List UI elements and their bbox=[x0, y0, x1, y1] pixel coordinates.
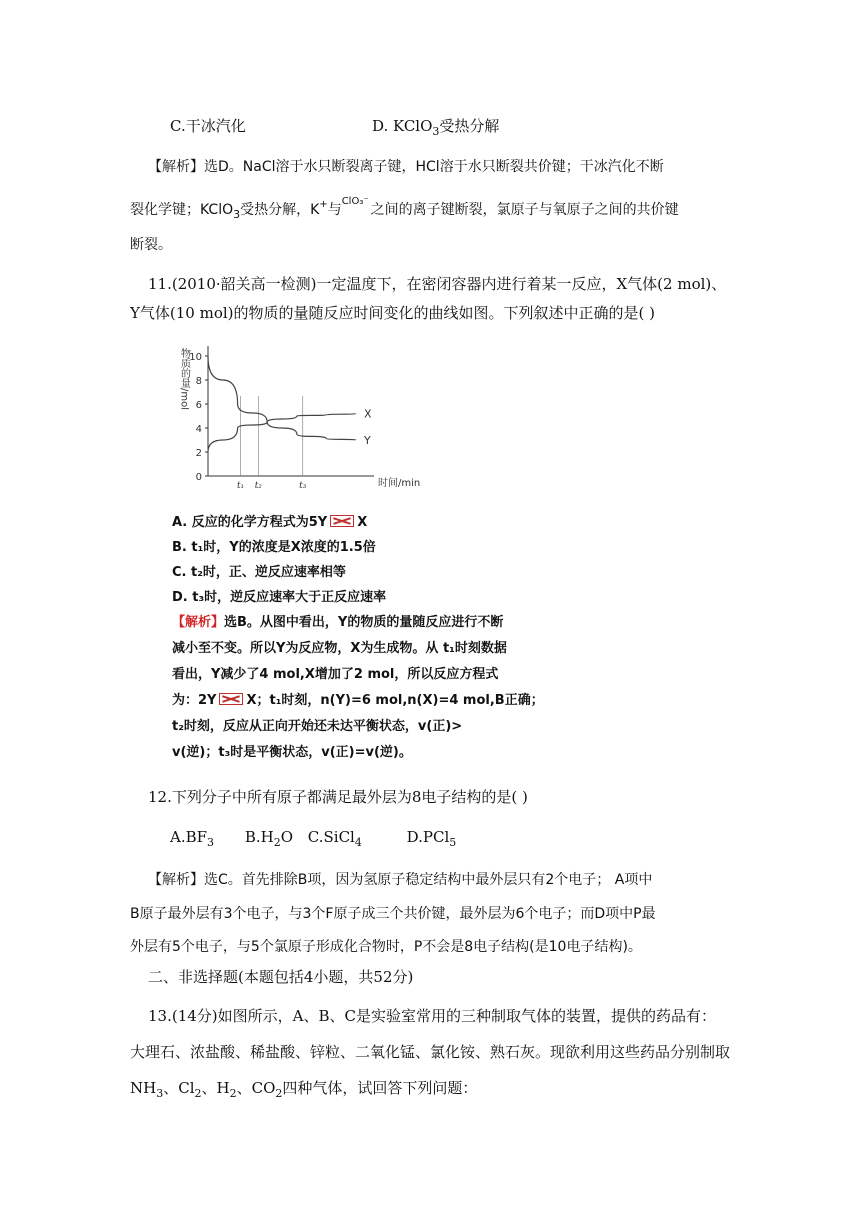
q12-analysis-line3: 外层有5个电子，与5个氯原子形成化合物时，P不会是8电子结构(是10电子结构)。 bbox=[130, 939, 642, 955]
q12-analysis-tag: 【解析】 bbox=[148, 872, 204, 888]
y-tick-label-2: 2 bbox=[195, 448, 202, 459]
y-tick-label-0: 0 bbox=[195, 472, 202, 483]
q11-analysis-line1 bbox=[172, 614, 503, 632]
q10-analysis-text2c: 与 bbox=[327, 202, 342, 218]
analysis-tag: 【解析】 bbox=[148, 159, 204, 175]
x-tick-label-0: t₁ bbox=[236, 481, 245, 491]
q11-analysis-text4a: 为：2Y bbox=[172, 693, 217, 708]
q12-analysis-line1 bbox=[148, 870, 652, 890]
q12-option-c-sub: 4 bbox=[354, 836, 362, 849]
q13-text-nh: NH bbox=[130, 1079, 157, 1097]
chart-marks bbox=[208, 356, 356, 452]
q11-chart bbox=[166, 336, 421, 496]
q11-stem-line1: 11.(2010·韶关高一检测)一定温度下，在密闭容器内进行着某一反应，X气体(2 mol)、 bbox=[148, 275, 727, 293]
q11-analysis-line3: 看出，Y减少了4 mol,X增加了2 mol，所以反应方程式 bbox=[172, 667, 499, 682]
chart-axes bbox=[205, 346, 374, 476]
section-heading: 二、非选择题(本题包括4小题，共52分) bbox=[148, 968, 414, 986]
q11-option-a-product: X bbox=[357, 515, 368, 530]
chart-labels bbox=[179, 347, 421, 491]
q10-analysis-text2a: 裂化学键；KClO bbox=[130, 202, 234, 218]
y-tick-label-6: 6 bbox=[195, 400, 202, 411]
y-tick-label-10: 10 bbox=[189, 352, 202, 363]
q10-option-d bbox=[372, 116, 499, 136]
q13-text-co: 、CO bbox=[236, 1079, 276, 1097]
q10-analysis-sup: + bbox=[319, 199, 328, 210]
q12-options bbox=[170, 827, 456, 847]
q10-analysis-line3: 断裂。 bbox=[130, 237, 172, 253]
q12-analysis-line2: B原子最外层有3个电子，与3个F原子成三个共价键，最外层为6个电子；而D项中P最 bbox=[130, 906, 656, 922]
q10-analysis-line2 bbox=[130, 196, 679, 222]
q10-analysis-text2d: 之间的离子键断裂，氯原子与氧原子之间的共价键 bbox=[370, 202, 679, 218]
q13-sub1: 3 bbox=[156, 1087, 164, 1100]
series-line-X bbox=[208, 414, 356, 452]
q10-analysis-text2b: 受热分解，K bbox=[240, 202, 320, 218]
q11-stem-line2: Y气体(10 mol)的物质的量随反应时间变化的曲线如图。下列叙述中正确的是( ) bbox=[130, 304, 655, 322]
q12-option-b-tail: O bbox=[280, 828, 293, 846]
q11-option-a bbox=[172, 514, 367, 532]
q13-text-h: 、H bbox=[201, 1079, 230, 1097]
reversible-arrow-icon bbox=[330, 515, 354, 527]
q12-option-d: D.PCl bbox=[406, 828, 450, 846]
q13-line1: 13.(14分)如图所示，A、B、C是实验室常用的三种制取气体的装置，提供的药品有： bbox=[148, 1007, 716, 1025]
reversible-arrow-icon-2 bbox=[219, 693, 243, 705]
q12-option-d-sub: 5 bbox=[449, 836, 457, 849]
q11-scanned-figure bbox=[166, 336, 548, 768]
q13-text-tail: 四种气体，试回答下列问题： bbox=[282, 1079, 478, 1097]
y-axis-label: 物质的量/mol bbox=[178, 348, 190, 411]
series-label-X: X bbox=[364, 407, 372, 421]
q11-analysis-line4 bbox=[172, 692, 544, 710]
q13-text-cl: 、Cl bbox=[163, 1079, 195, 1097]
series-line-Y bbox=[208, 356, 356, 440]
q12-option-c: C.SiCl bbox=[307, 828, 355, 846]
q13-line2: 大理石、浓盐酸、稀盐酸、锌粒、二氧化锰、氯化铵、熟石灰。现欲利用这些药品分别制取 bbox=[130, 1043, 731, 1061]
x-tick-label-2: t₃ bbox=[299, 481, 307, 491]
q12-option-a: A.BF bbox=[170, 828, 208, 846]
q11-option-b: B. t₁时，Y的浓度是X浓度的1.5倍 bbox=[172, 540, 376, 555]
q10-analysis-line1 bbox=[148, 157, 664, 177]
q11-analysis-line6: v(逆)；t₃时是平衡状态，v(正)=v(逆)。 bbox=[172, 745, 412, 760]
q11-analysis-line5: t₂时刻，反应从正向开始还未达平衡状态，v(正)> bbox=[172, 719, 463, 734]
q11-analysis-text4b: X；t₁时刻，n(Y)=6 mol,n(X)=4 mol,B正确； bbox=[246, 693, 544, 708]
q12-option-b: B.H bbox=[244, 828, 274, 846]
q10-option-d-sub: 3 bbox=[432, 125, 440, 138]
q11-option-c: C. t₂时，正、逆反应速率相等 bbox=[172, 565, 346, 580]
q11-option-a-text: A. 反应的化学方程式为5Y bbox=[172, 515, 328, 530]
q10-option-d-text: D. KClO bbox=[372, 117, 433, 135]
q12-analysis-text1: 选C。首先排除B项，因为氢原子稳定结构中最外层只有2个电子； A项中 bbox=[204, 872, 653, 888]
q13-sub4: 2 bbox=[275, 1087, 283, 1100]
q11-analysis-tag: 【解析】 bbox=[172, 615, 225, 630]
q10-analysis-text1: 选D。NaCl溶于水只断裂离子键，HCl溶于水只断裂共价键；干冰汽化不断 bbox=[204, 159, 664, 175]
q10-option-d-suffix: 受热分解 bbox=[439, 117, 500, 135]
q12-option-a-sub: 3 bbox=[207, 836, 215, 849]
q11-analysis-line2: 减小至不变。所以Y为反应物，X为生成物。从 t₁时刻数据 bbox=[172, 641, 507, 656]
y-tick-label-4: 4 bbox=[195, 424, 202, 435]
q12-stem: 12.下列分子中所有原子都满足最外层为8电子结构的是( ) bbox=[148, 788, 528, 806]
q13-sub2: 2 bbox=[194, 1087, 202, 1100]
q13-line3 bbox=[130, 1078, 477, 1098]
q13-sub3: 2 bbox=[229, 1087, 237, 1100]
chlorate-ion-label: ClO₃⁻ bbox=[341, 196, 369, 207]
q10-option-c: C.干冰汽化 bbox=[170, 117, 246, 135]
series-label-Y: Y bbox=[364, 434, 371, 447]
q11-analysis-text1: 选B。从图中看出，Y的物质的量随反应进行不断 bbox=[224, 615, 504, 630]
q12-option-b-sub: 2 bbox=[273, 836, 281, 849]
x-axis-label: 时间/min bbox=[378, 478, 421, 489]
y-tick-label-8: 8 bbox=[195, 376, 202, 387]
q10-analysis-sub: 3 bbox=[233, 208, 241, 221]
q11-option-d: D. t₃时，逆反应速率大于正反应速率 bbox=[172, 590, 387, 605]
x-tick-label-1: t₂ bbox=[254, 481, 262, 491]
